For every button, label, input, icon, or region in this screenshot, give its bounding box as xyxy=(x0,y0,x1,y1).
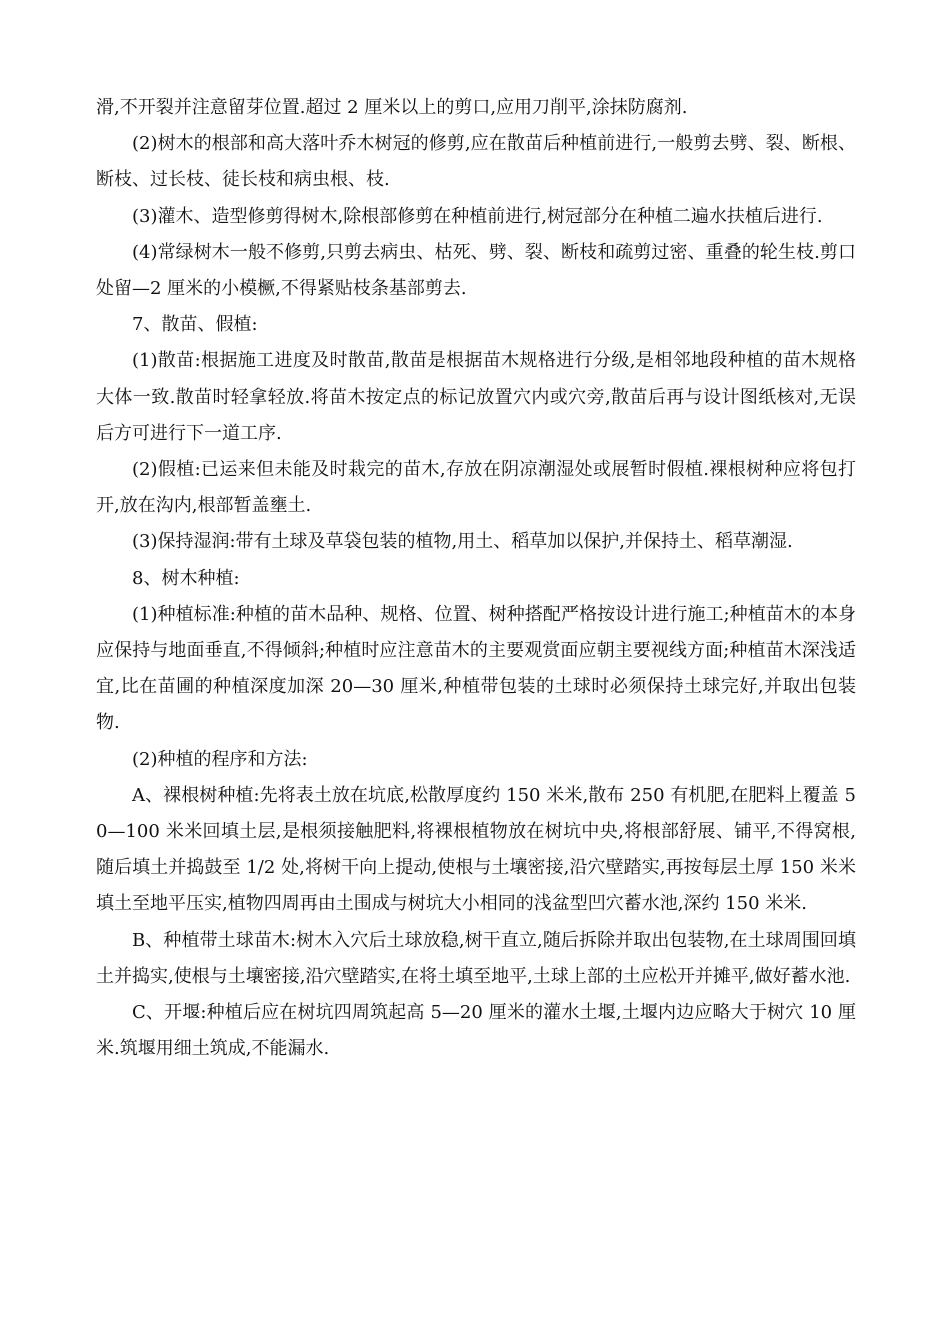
section-heading-8: 8、树木种植: xyxy=(132,567,240,589)
paragraph-root-ball-planting: B、种植带土球苗木:树木入穴后土球放稳,树干直立,随后拆除并取出包装物,在土球周围回填土并捣实,使根与土壤密接,沿穴壁踏实,在将土填至地平,土球上部的土应松开并摊平,做好蓄水池. xyxy=(96,929,856,987)
paragraph-temporary-planting: (2)假植:已运来但未能及时栽完的苗木,存放在阴凉潮湿处或展暂时假植.裸根树种应将包打开,放在沟内,根部暂盖壅土. xyxy=(96,459,856,517)
paragraph-continuation: 滑,不开裂并注意留芽位置.超过 2 厘米以上的剪口,应用刀削平,涂抹防腐剂. xyxy=(96,97,688,118)
paragraph-root-pruning: (2)树木的根部和高大落叶乔木树冠的修剪,应在散苗后种植前进行,一般剪去劈、裂、断根、断枝、过长枝、徒长枝和病虫根、枝. xyxy=(96,133,856,191)
paragraph-seedling-distribution: (1)散苗:根据施工进度及时散苗,散苗是根据苗木规格进行分级,是相邻地段种植的苗木规格大体一致.散苗时轻拿轻放.将苗木按定点的标记放置穴内或穴旁,散苗后再与设计图纸核对,无误后方可进行下一道工序. xyxy=(96,350,856,444)
paragraph-weir-building: C、开堰:种植后应在树坑四周筑起高 5—20 厘米的灌水土堰,土堰内边应略大于树穴 10 厘米.筑堰用细土筑成,不能漏水. xyxy=(96,1002,856,1060)
document-body xyxy=(96,90,856,1067)
paragraph-bare-root-planting: A、裸根树种植:先将表土放在坑底,松散厚度约 150 米米,散布 250 有机肥,在肥料上覆盖 50—100 米米回填土层,是根须接触肥料,将裸根植物放在树坑中央,将根部舒展、铺平,不得窝根,随后填土并捣鼓至 1/2 处,将树干向上提动,使根与土壤密接,沿穴壁踏实,再按每层土厚 150 米米填土至地平压实,植物四周再由土围成与树坑大小相同的浅盆型凹穴蓄水池,深约 150 米米. xyxy=(96,784,856,915)
paragraph-shrub-pruning: (3)灌木、造型修剪得树木,除根部修剪在种植前进行,树冠部分在种植二遍水扶植后进行. xyxy=(132,205,823,227)
paragraph-planting-procedure: (2)种植的程序和方法: xyxy=(132,748,308,770)
paragraph-planting-standard: (1)种植标准:种植的苗木品种、规格、位置、树种搭配严格按设计进行施工;种植苗木的本身应保持与地面垂直,不得倾斜;种植时应注意苗木的主要观赏面应朝主要视线方面;种植苗木深浅适宜,比在苗圃的种植深度加深 20—30 厘米,种植带包装的土球时必须保持土球完好,并取出包装物. xyxy=(96,603,856,734)
section-heading-7: 7、散苗、假植: xyxy=(132,314,258,336)
paragraph-evergreen-pruning: (4)常绿树木一般不修剪,只剪去病虫、枯死、劈、裂、断枝和疏剪过密、重叠的轮生枝.剪口处留—2 厘米的小模橛,不得紧贴枝条基部剪去. xyxy=(96,241,856,300)
paragraph-keep-moist: (3)保持湿润:带有土球及草袋包装的植物,用土、稻草加以保护,并保持土、稻草潮湿. xyxy=(132,531,793,553)
